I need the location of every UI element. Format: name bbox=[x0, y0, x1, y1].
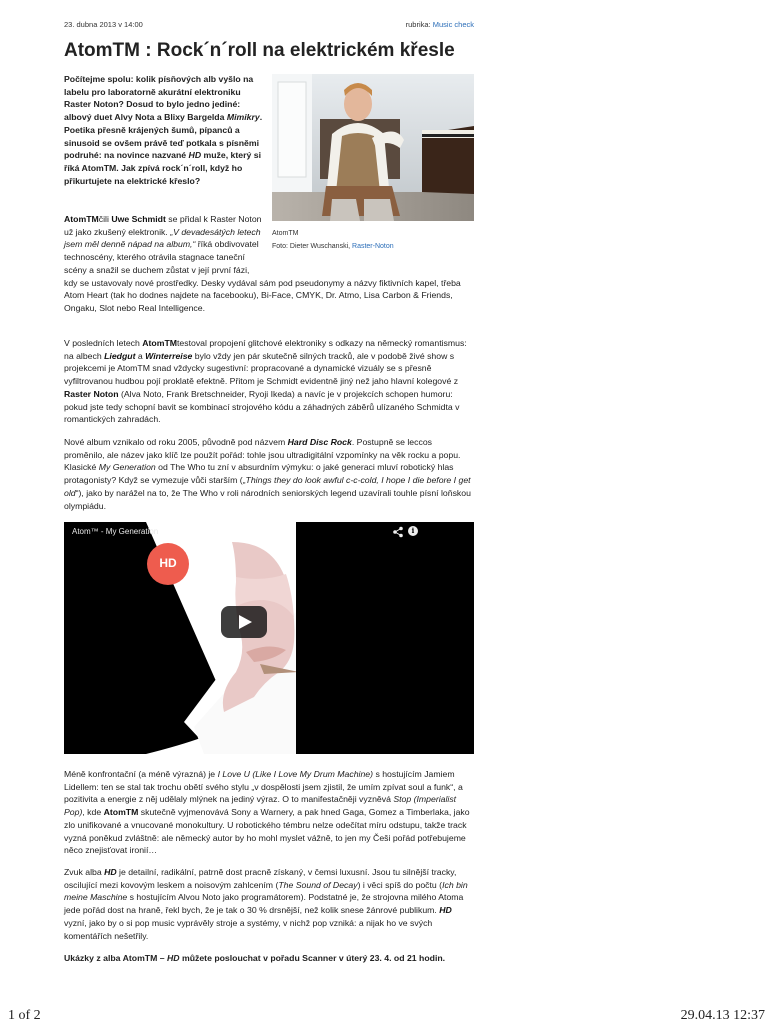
play-icon bbox=[239, 615, 252, 629]
photo-credit-link[interactable]: Raster-Noton bbox=[352, 243, 394, 250]
print-timestamp: 29.04.13 12:37 bbox=[680, 1008, 765, 1023]
info-icon[interactable]: i bbox=[408, 526, 418, 536]
paragraph-4: Méně konfrontační (a méně výrazná) je I Love U (Like I Love My Drum Machine) s hostujícím Jamiem Lidellem: ten se stal tak trochu obětí svého stylu „v dospělosti jsem zjistil, že umím zpívat soul a funk“, a pozitivita a energie z něj udělaly mlýnek na jediný výraz. O to manifestačněji vyzněvá Stop (Imperialist Pop), kde AtomTM skutečně vyjmenovává Sony a Warnery, a pak hned Gaga, Gomez a Timberlaka, jako zlo unifikované a vnucované monokultury. U robotického témbru nelze odečítat míru odstupu, takže track vyzná poněkud zvláštně: ale německý autor by ho mohl myslet vážně, to jen my Češi pořád potřebujeme něco znejisťovat ironií… bbox=[64, 769, 470, 856]
article-photo bbox=[272, 74, 474, 221]
rubrika bbox=[406, 21, 474, 29]
photo-credit: Foto: Dieter Wuschanski, Raster-Noton bbox=[272, 243, 394, 250]
paragraph-5: Zvuk alba HD je detailní, radikální, patrně dost pracně získaný, v čemsi luxusní. Jsou tu silnější tracky, oscilující mezi kovovým leskem a noisovým zahlcením (The Sound of Decay) i věci spíš do počtu (Ich bin meine Maschine s hostujícím Alvou Noto jako programátorem). Podstatné je, že strojovna milého Atoma jede pořád dost na hraně, řekl bych, že je tak o 30 % drsnější, než kolik snese žánrové publikum. HD vyzní, jako by o si pop music vyprávěly stroje a systémy, v nichž pop vzniká: a nijak ho ve svých komentářích nešetřily. bbox=[64, 867, 468, 941]
paragraph-6: Ukázky z alba AtomTM – HD můžete poslouchat v pořadu Scanner v úterý 23. 4. od 21 hodin. bbox=[64, 953, 446, 963]
photo-caption: AtomTM bbox=[272, 230, 299, 237]
rubrika-link[interactable]: Music check bbox=[432, 20, 474, 29]
article-lead: Počítejme spolu: kolik písňových alb vyšlo na labelu pro laboratorně akurátní elektroniku Raster Noton? Dosud to bylo jedno jediné: albový duet Alvy Nota a Blixy Bargelda Mimikry. Poetika přesně krájených šumů, pípanců a sinusoid se ovšem právě teď potkala s písněmi podruhé: na novince nazvané HD muže, který si říká AtomTM. Jak zpívá rock´n´roll, když ho přikurtujete na elektrické křeslo? bbox=[64, 74, 263, 186]
page-number: 1 of 2 bbox=[8, 1008, 41, 1023]
video-player[interactable] bbox=[64, 522, 474, 754]
share-icon[interactable] bbox=[392, 525, 404, 543]
paragraph-3: Nové album vznikalo od roku 2005, původně pod názvem Hard Disc Rock. Postupně se leccos proměnilo, ale název jako klíč lze použít pořád: tohle jsou ultradigitální vzpomínky na věk rocku a popu. Klasické My Generation od The Who tu zní v absurdním výmyku: o jaké generaci mluví robotický hlas protagonisty? Když se vymezuje vůči starším („Things they do look awful c-c-cold, I hope I die before I get old“), jako by narážel na to, že The Who v roli národních seniorských legend uzavírali touhle písní loňskou olympiádu. bbox=[64, 437, 471, 511]
hd-badge: HD bbox=[147, 543, 189, 585]
rubrika-label: rubrika: bbox=[405, 20, 431, 29]
play-button[interactable] bbox=[221, 606, 267, 638]
video-title[interactable]: Atom™ - My Generation bbox=[72, 527, 159, 536]
paragraph-1: AtomTMčili Uwe Schmidt se přidal k Raster Noton už jako zkušený elektronik. „V devadesátých letech jsem měl denně nápad na album,“ říká obdivovatel technoscény, kterého otrávila stagnace taneční scény a snažil se duchem zůstat v její první fázi, kdy se ustavovaly nové prostředky. Desky vydával sám pod pseudonymy a názvy fiktivních kapel, třeba Atom Heart (tak ho dodnes najdete na facebooku), Bi-Face, CMYK, Dr. Atmo, Lisa Carbon & Friends, Ongaku, Slot nebo Real Intelligence. bbox=[64, 214, 461, 313]
article-title: AtomTM : Rock´n´roll na elektrickém křesle bbox=[64, 40, 455, 61]
publish-date: 23. dubna 2013 v 14:00 bbox=[64, 20, 143, 29]
paragraph-2: V posledních letech AtomTMtestoval propojení glitchové elektroniky s odkazy na německý romantismus: na albech Liedgut a Winterreise bylo vždy jen pár skutečně silných tracků, ale v podobě živé show s projekcemi je AtomTM snad vždycky sugestivní: propracované a dynamické vizuály se s přesně vyfiltrovanou hudbou pojí proklatě efektně. Přitom je Schmidt evidentně jiný než jaho hlavní kolegové z Raster Noton (Alva Noto, Frank Bretschneider, Ryoji Ikeda) a navíc je v projekcích schopen humoru: pokud jste tedy schopní bavit se kombinací strojového kódu a záhadných záběrů ulízaného Schmidta v romantických zahradách. bbox=[64, 338, 467, 425]
